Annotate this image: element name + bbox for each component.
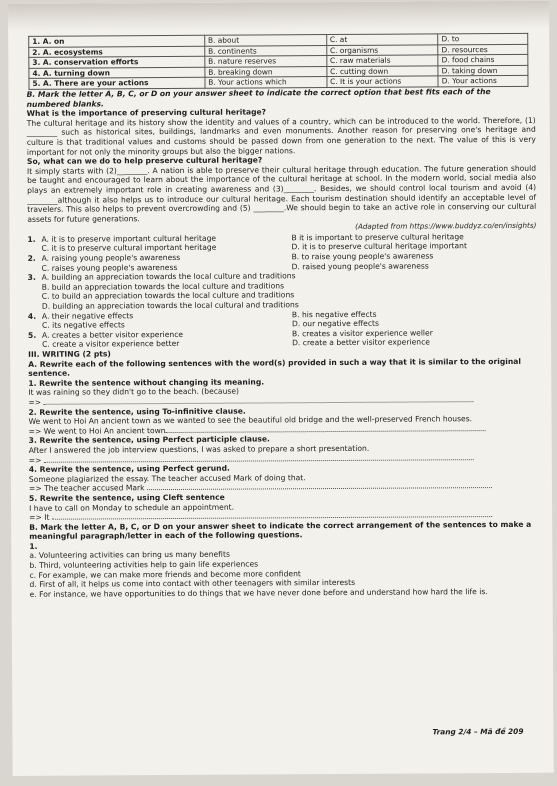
option-c[interactable]: C. its negative effects xyxy=(41,320,125,331)
table-cell: 4. A. turning down xyxy=(29,67,205,79)
table-cell: B. breaking down xyxy=(205,66,327,77)
list-item: b. Third, volunteering activities help to gain life experiences xyxy=(29,559,259,570)
passage-question-2: So, what can we do to help preserve cultural heritage? xyxy=(26,155,263,167)
table-cell: C. at xyxy=(326,34,438,45)
question-number: 2. xyxy=(27,253,36,263)
answer-dotted-line[interactable] xyxy=(166,424,486,433)
passage-question: What is the importance of preserving cultural heritage? xyxy=(26,107,267,119)
list-item: a. Volunteering activities can bring us many benefits xyxy=(29,550,230,561)
table-cell: 5. A. There are your actions xyxy=(29,78,205,90)
answer-options-table xyxy=(28,33,528,90)
option-d[interactable]: D. our negative effects xyxy=(291,318,379,329)
table-cell: B. nature reserves xyxy=(205,56,327,67)
writing-items xyxy=(28,376,538,523)
option-b[interactable]: B. his negative effects xyxy=(291,309,377,319)
writing-item-title: 1. Rewrite the sentence without changing its meaning. xyxy=(28,377,265,388)
option-d[interactable]: D. building an appreciation towards the local cultural and traditions xyxy=(41,300,299,311)
writing-heading: III. WRITING (2 pts) xyxy=(28,349,111,359)
answer-dotted-line[interactable] xyxy=(44,395,474,405)
passage-paragraph-1: The cultural heritage and its history show the identity and values of a country, which can be introduced to the world. Therefore, (1) ________ such as historical sites, buildings, landmarks and even monuments. Another reason for preserving one's heritage and culture is that traditional values and customs should be passed down from one generation to the next. The value of this is very important for not only the minority groups but also the bigger nations. xyxy=(26,115,536,157)
option-c[interactable]: C. to build an appreciation towards the local culture and traditions xyxy=(41,290,295,302)
question-number: 3. xyxy=(27,273,36,283)
arrangement-number: 1. xyxy=(29,541,38,551)
table-cell: 2. A. ecosystems xyxy=(29,46,205,58)
table-cell: 1. A. on xyxy=(29,35,205,47)
table-cell: D. resources xyxy=(438,44,528,55)
option-c[interactable]: C. create a visitor experience better xyxy=(42,339,180,350)
answer-prefix: => The teacher accused Mark xyxy=(28,483,145,494)
option-a[interactable]: A. their negative effects xyxy=(41,310,134,321)
option-b[interactable]: B it is important to preserve cultural heritage xyxy=(291,232,464,243)
writing-item-text: I have to call on Monday to schedule an appointment. xyxy=(29,502,235,513)
list-item: d. First of all, it helps us come into contact with other teenagers with similar interests xyxy=(29,578,356,590)
answer-prefix: => We went to Hoi An ancient town xyxy=(28,425,166,436)
option-c[interactable]: C. raises young people's awareness xyxy=(41,262,178,273)
option-a[interactable]: A. building an appreciation towards the local culture and traditions xyxy=(41,271,296,283)
answer-dotted-line[interactable] xyxy=(147,481,492,490)
writing-item-text: It was raining so they didn't go to the beach. (because) xyxy=(28,386,239,398)
passage-paragraph-2: It simply starts with (2)________. A nation is able to preserve their cultural heritage through education. The future generation should be taught and encouraged to learn about the importance of the cultural heritage at school. In the modern world, social media also plays an extremely important role in creating awareness and (3)________. Besides, we should control local tourism and avoid (4) ________although it also helps us to introduce our cultural heritage. Each tourism destination should identify an acceptable level of travelers. This also helps to prevent overcrowding and (5) ________.We should begin to take an active role in conserving our cultural assets for future generations. xyxy=(26,163,537,224)
table-cell: B. Your actions which xyxy=(205,77,327,88)
exam-page xyxy=(8,1,554,776)
answer-dotted-line[interactable] xyxy=(52,510,492,520)
table-cell: D. Your actions xyxy=(438,76,528,87)
answer-prefix: => xyxy=(28,455,42,465)
table-cell: C. cutting down xyxy=(327,66,439,77)
table-cell: D. to xyxy=(438,33,528,44)
option-d[interactable]: D. raised young people's awareness xyxy=(291,261,429,271)
answer-prefix: => It xyxy=(29,512,50,522)
page-shadow xyxy=(8,1,549,32)
writing-item-text: After I answered the job interview questions, I was asked to prepare a short presentation. xyxy=(28,443,370,455)
table-cell: 3. A. conservation efforts xyxy=(29,56,205,68)
question-number: 1. xyxy=(27,234,36,244)
table-cell: D. taking down xyxy=(438,65,528,76)
question-number: 5. xyxy=(27,330,37,340)
writing-instruction-a: A. Rewrite each of the following sentences with the word(s) provided in such a way that it is similar to the original sentence. xyxy=(28,356,522,379)
table-cell: D. food chains xyxy=(438,55,528,66)
table-cell: C. It is your actions xyxy=(327,76,439,87)
list-item: e. For instance, we have opportunities to do things that we have never done before and understand how hard the life is. xyxy=(29,586,488,599)
table-cell: C. raw materials xyxy=(327,55,439,66)
writing-item-text: Someone plagiarized the essay. The teacher accused Mark of doing that. xyxy=(28,472,306,484)
question-number: 4. xyxy=(27,311,37,321)
option-a[interactable]: A. it is to preserve important cultural heritage xyxy=(41,233,217,244)
option-d[interactable]: D. it is to preserve cultural heritage important xyxy=(291,241,467,252)
table-cell: C. organisms xyxy=(326,44,438,55)
passage-source: (Adapted from https://www.buddyz.co/en/insights) xyxy=(355,221,537,232)
option-a[interactable]: A. creates a better visitor experience xyxy=(41,329,184,340)
page-footer: Trang 2/4 – Mã đề 209 xyxy=(432,726,524,737)
table-cell: B. about xyxy=(204,35,326,46)
writing-item-title: 3. Rewrite the sentence, using Perfect participle clause. xyxy=(28,434,270,446)
question-list xyxy=(27,232,537,350)
option-c[interactable]: C. it is to preserve cultural important heritage xyxy=(41,243,217,254)
section-b-instruction: B. Mark the letter A, B, C, or D on your answer sheet to indicate the correct option that best fits each of the numbered blanks. xyxy=(26,87,491,109)
writing-item-title: 5. Rewrite the sentence, using Cleft sentence xyxy=(28,492,225,503)
option-d[interactable]: D. create a better visitor experience xyxy=(292,337,430,348)
list-item: c. For example, we can make more friends and become more confident xyxy=(29,568,301,580)
option-b[interactable]: B. build an appreciation towards the local culture and traditions xyxy=(41,281,285,292)
option-a[interactable]: A. raising young people's awareness xyxy=(41,253,181,263)
writing-item-text: We went to Hoi An ancient town as we wanted to see the beautiful old bridge and the well-preserved French houses. xyxy=(28,414,473,427)
answer-prefix: => xyxy=(28,397,42,407)
table-cell: B. continents xyxy=(205,45,327,56)
option-b[interactable]: B. to raise young people's awareness xyxy=(291,251,434,262)
option-b[interactable]: B. creates a visitor experience weller xyxy=(291,328,433,339)
writing-item-title: 2. Rewrite the sentence, using To-infinitive clause. xyxy=(28,406,246,417)
writing-instruction-b: B. Mark the letter A, B, C, or D on your answer sheet to indicate the correct arrangement of the sentences to make a meaningful paragraph/letter in each of the following questions. xyxy=(29,519,532,542)
answer-dotted-line[interactable] xyxy=(44,453,474,463)
writing-item-title: 4. Rewrite the sentence, using Perfect gerund. xyxy=(28,463,230,475)
